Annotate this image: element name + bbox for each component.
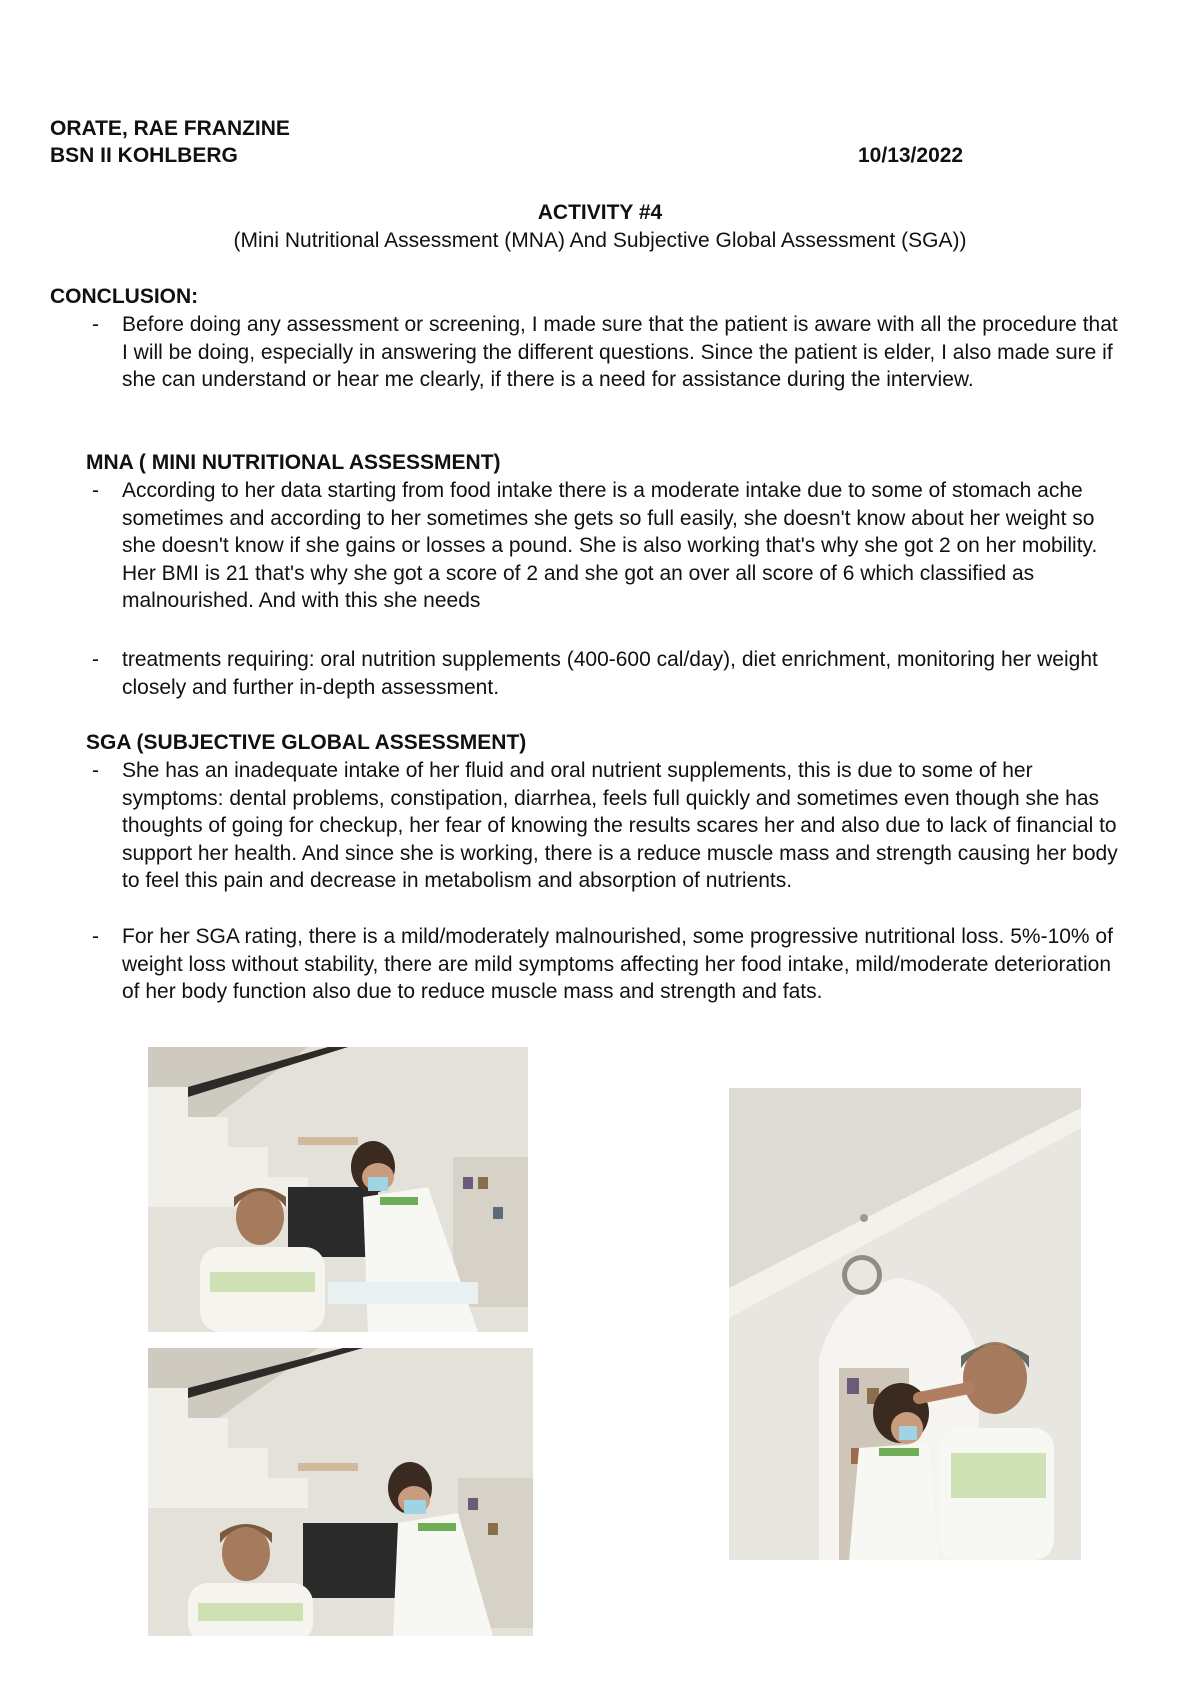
sga-paragraph-2: For her SGA rating, there is a mild/moderately malnourished, some progressive nutritional loss. 5%-10% of weight loss without stability, there are mild symptoms affecting her food intake, mild/moderate deterioration of her body function also due to reduce muscle mass and strength and fats. [122,925,1113,1003]
activity-subtitle: (Mini Nutritional Assessment (MNA) And Subjective Global Assessment (SGA)) [233,229,967,252]
conclusion-paragraph: Before doing any assessment or screening, I made sure that the patient is aware with all the procedure that I will be doing, especially in answering the different questions. Since the patient is elder, I also made sure if she can understand or hear me clearly, if there is a need for assistance during the interview. [122,313,1118,391]
bullet-dash: - [92,759,99,782]
student-name: ORATE, RAE FRANZINE [50,117,290,140]
sga-paragraph-1: She has an inadequate intake of her fluid and oral nutrient supplements, this is due to some of her symptoms: dental problems, constipation, diarrhea, feels full quickly and sometimes even though she has thoughts of going for checkup, her fear of knowing the results scares her and also due to lack of financial to support her health. And since she is working, there is a reduce muscle mass and strength causing her body to feel this pain and decrease in metabolism and absorption of nutrients. [122,759,1118,892]
student-section: BSN II KOHLBERG [50,144,238,167]
sga-heading: SGA (SUBJECTIVE GLOBAL ASSESSMENT) [86,731,527,754]
bullet-dash: - [92,479,99,502]
bullet-dash: - [92,648,99,671]
document-date: 10/13/2022 [858,144,964,167]
mna-paragraph-2: treatments requiring: oral nutrition supplements (400-600 cal/day), diet enrichment, monitoring her weight closely and further in-depth assessment. [122,648,1098,699]
bullet-dash: - [92,925,99,948]
bullet-dash: - [92,313,99,336]
mna-heading: MNA ( MINI NUTRITIONAL ASSESSMENT) [86,451,501,474]
photo-assessment-3 [729,1088,1081,1560]
mna-paragraph-1: According to her data starting from food intake there is a moderate intake due to some of stomach ache sometimes and according to her sometimes she gets so full easily, she doesn't know about her weight so she doesn't know if she gains or losses a pound. She is also working that's why she got 2 on her mobility. Her BMI is 21 that's why she got a score of 2 and she got an over all score of 6 which classified as malnourished. And with this she needs [122,479,1098,612]
conclusion-heading: CONCLUSION: [50,285,199,308]
activity-title: ACTIVITY #4 [537,201,663,224]
photo-assessment-1 [148,1047,528,1332]
photo-assessment-2 [148,1348,533,1636]
